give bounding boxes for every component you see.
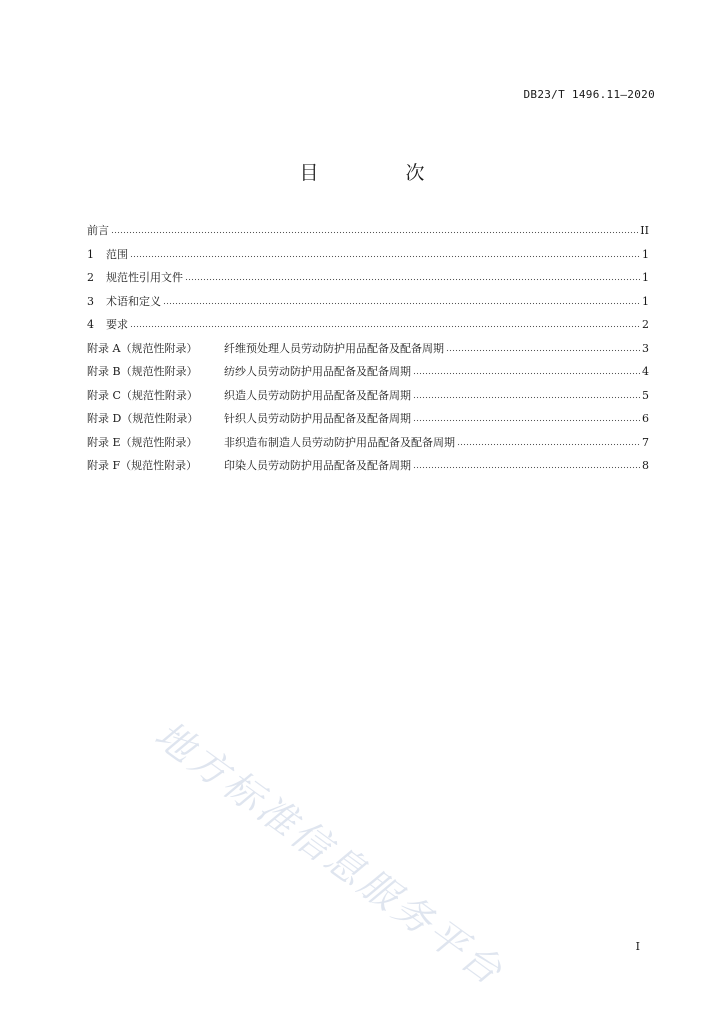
toc-entry-annex-f[interactable] (87, 454, 649, 478)
page-number: I (635, 940, 640, 953)
dot-leader (413, 388, 640, 400)
toc-entry-title: 印染人员劳动防护用品配备及配备周期 (224, 459, 411, 472)
annex-label: 附录 B（规范性附录） (87, 365, 198, 378)
toc-entry-title: 前言 (87, 224, 109, 237)
toc-entry-number: 1 (87, 247, 94, 261)
watermark: 地方标准信息服务平台 (146, 712, 513, 995)
dot-leader (111, 223, 638, 235)
dot-leader (130, 317, 640, 329)
table-of-contents (87, 219, 649, 478)
toc-entry-number: 4 (87, 318, 94, 331)
toc-entry-title: 织造人员劳动防护用品配备及配备周期 (224, 388, 411, 402)
toc-entry-page: 2 (642, 318, 649, 331)
document-code: DB23/T 1496.11—2020 (523, 88, 655, 101)
annex-label: 附录 D（规范性附录） (87, 412, 199, 425)
dot-leader (130, 247, 640, 259)
toc-entry-annex-d[interactable] (87, 407, 649, 431)
dot-leader (413, 411, 640, 423)
toc-title: 目 次 (299, 162, 459, 184)
toc-entry-annex-a[interactable] (87, 337, 649, 361)
toc-entry-title: 范围 (106, 247, 128, 261)
toc-entry-normative-references[interactable] (87, 266, 649, 290)
toc-entry-title: 非织造布制造人员劳动防护用品配备及配备周期 (224, 435, 455, 449)
toc-entry-number: 3 (87, 294, 94, 308)
dot-leader (163, 294, 640, 306)
annex-label: 附录 C（规范性附录） (87, 388, 198, 402)
dot-leader (185, 270, 640, 282)
toc-entry-title: 纺纱人员劳动防护用品配备及配备周期 (224, 365, 411, 378)
dot-leader (457, 435, 640, 447)
toc-entry-title: 规范性引用文件 (106, 271, 183, 284)
toc-entry-page: 1 (642, 247, 649, 261)
toc-entry-page: 1 (642, 271, 649, 284)
toc-entry-page: 4 (642, 365, 649, 378)
toc-entry-foreword[interactable] (87, 219, 649, 243)
toc-entry-annex-e[interactable] (87, 431, 649, 455)
toc-entry-title: 术语和定义 (106, 294, 161, 308)
toc-entry-page: 8 (642, 459, 649, 472)
dot-leader (446, 341, 640, 353)
toc-entry-page: II (640, 224, 649, 237)
annex-label: 附录 E（规范性附录） (87, 435, 198, 449)
dot-leader (413, 364, 640, 376)
annex-label: 附录 F（规范性附录） (87, 459, 198, 472)
toc-entry-requirements[interactable] (87, 313, 649, 337)
dot-leader (413, 458, 640, 470)
annex-label: 附录 A（规范性附录） (87, 341, 198, 355)
toc-entry-title: 纤维预处理人员劳动防护用品配备及配备周期 (224, 341, 444, 355)
toc-entry-terms-definitions[interactable] (87, 290, 649, 314)
toc-entry-number: 2 (87, 271, 94, 284)
toc-entry-page: 7 (642, 435, 649, 449)
toc-entry-annex-b[interactable] (87, 360, 649, 384)
toc-entry-title: 针织人员劳动防护用品配备及配备周期 (224, 412, 411, 425)
toc-entry-page: 1 (642, 294, 649, 308)
toc-entry-page: 5 (642, 388, 649, 402)
toc-entry-scope[interactable] (87, 243, 649, 267)
toc-entry-annex-c[interactable] (87, 384, 649, 408)
toc-entry-page: 3 (642, 341, 649, 355)
toc-entry-page: 6 (642, 412, 649, 425)
toc-entry-title: 要求 (106, 318, 128, 331)
